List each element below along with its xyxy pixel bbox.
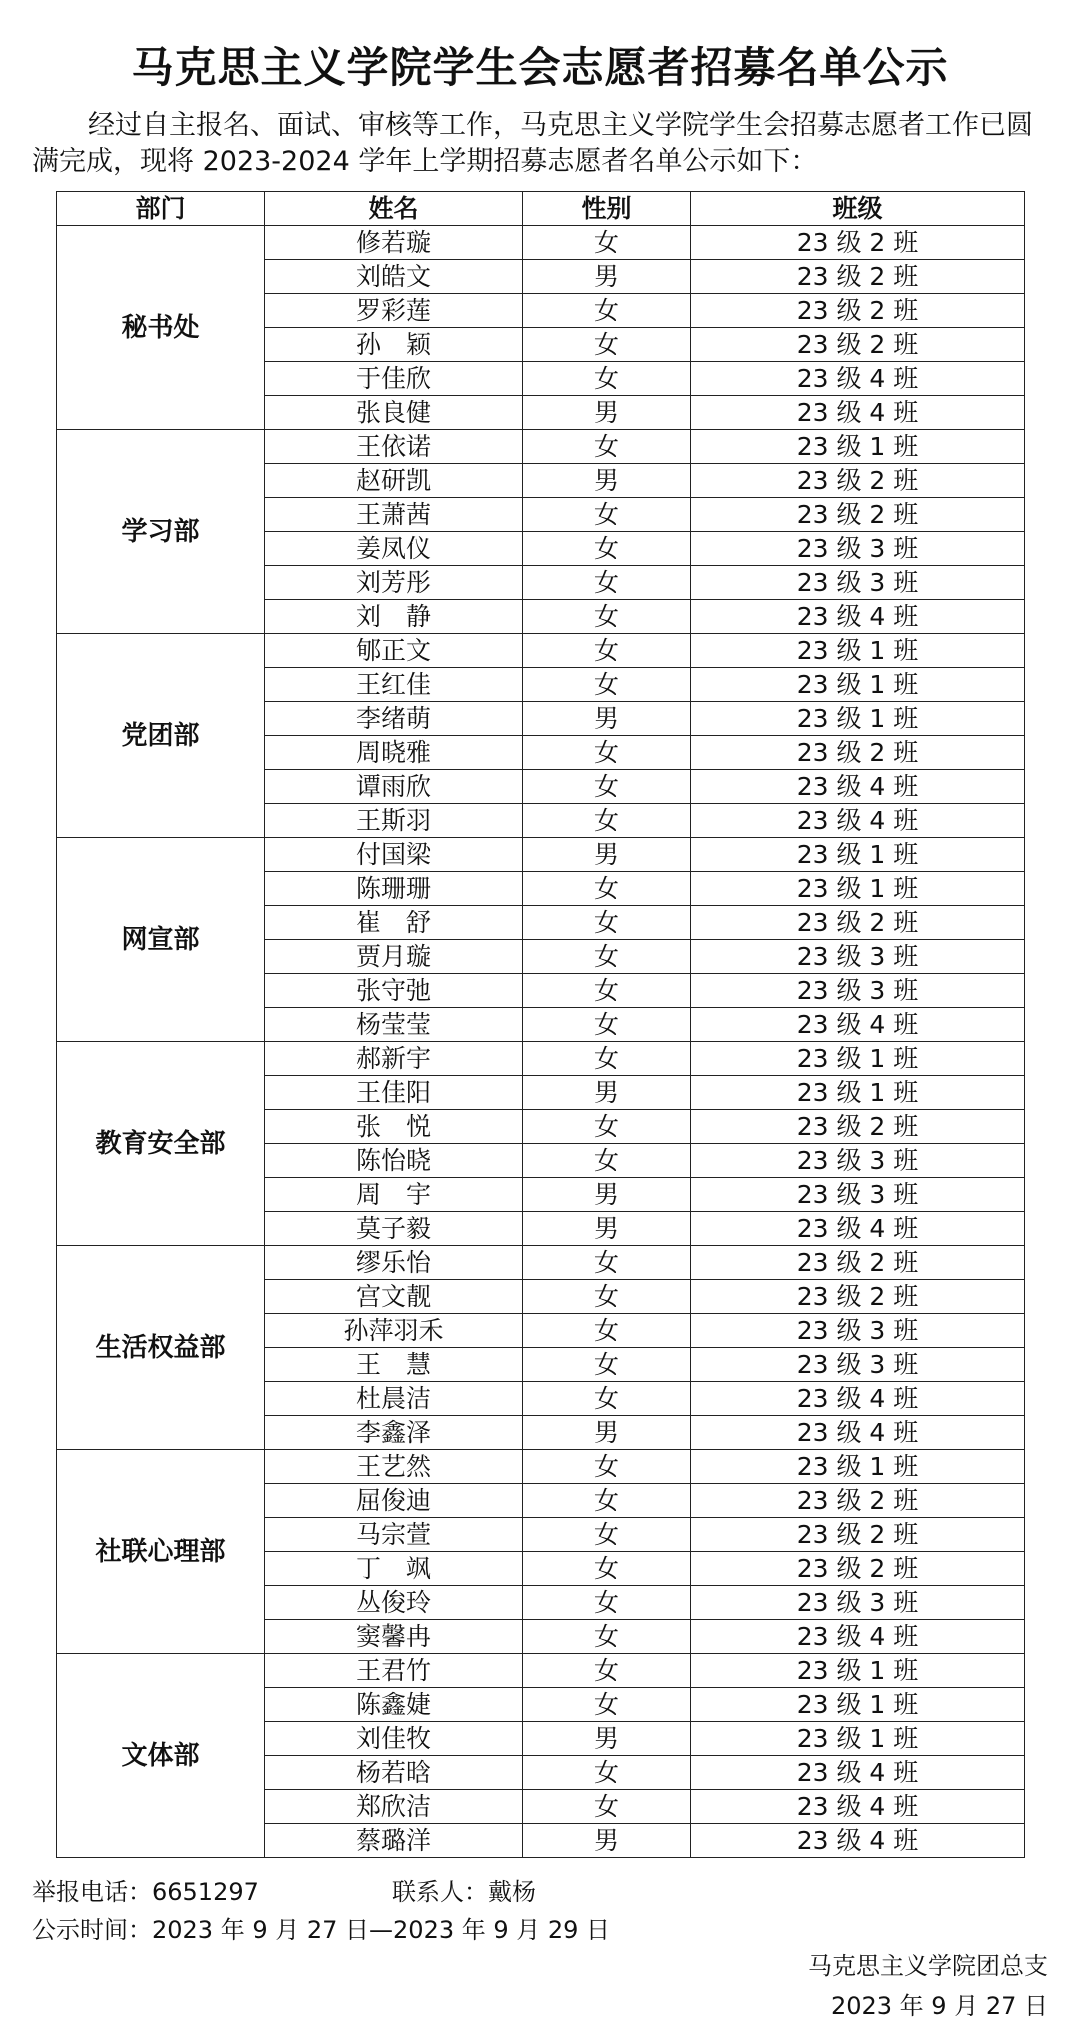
department-cell: 党团部	[57, 634, 265, 838]
roster-body	[57, 226, 1025, 1858]
gender-cell: 女	[523, 498, 691, 532]
gender-cell: 女	[523, 1042, 691, 1076]
class-cell: 23 级 1 班	[691, 1076, 1025, 1110]
table-row	[57, 1654, 1025, 1688]
class-cell: 23 级 4 班	[691, 600, 1025, 634]
class-cell: 23 级 2 班	[691, 294, 1025, 328]
class-cell: 23 级 1 班	[691, 668, 1025, 702]
gender-cell: 女	[523, 634, 691, 668]
name-cell: 丁 飒	[265, 1552, 523, 1586]
name-cell: 王 慧	[265, 1348, 523, 1382]
class-cell: 23 级 2 班	[691, 736, 1025, 770]
name-cell: 孙 颖	[265, 328, 523, 362]
gender-cell: 女	[523, 600, 691, 634]
gender-cell: 女	[523, 1688, 691, 1722]
class-cell: 23 级 4 班	[691, 1416, 1025, 1450]
class-cell: 23 级 3 班	[691, 532, 1025, 566]
name-cell: 刘 静	[265, 600, 523, 634]
name-cell: 杜晨洁	[265, 1382, 523, 1416]
class-cell: 23 级 4 班	[691, 1824, 1025, 1858]
class-cell: 23 级 2 班	[691, 328, 1025, 362]
name-cell: 崔 舒	[265, 906, 523, 940]
name-cell: 王萧茜	[265, 498, 523, 532]
name-cell: 于佳欣	[265, 362, 523, 396]
issue-date: 2023 年 9 月 27 日	[830, 1992, 1048, 2020]
publicity-period: 公示时间：2023 年 9 月 27 日—2023 年 9 月 29 日	[32, 1916, 611, 1944]
class-cell: 23 级 2 班	[691, 1518, 1025, 1552]
table-header-row	[57, 192, 1025, 226]
header-department: 部门	[57, 192, 265, 226]
class-cell: 23 级 1 班	[691, 1722, 1025, 1756]
class-cell: 23 级 2 班	[691, 1246, 1025, 1280]
gender-cell: 女	[523, 1450, 691, 1484]
name-cell: 屈俊迪	[265, 1484, 523, 1518]
report-phone: 举报电话：6651297	[32, 1878, 259, 1906]
gender-cell: 女	[523, 328, 691, 362]
gender-cell: 女	[523, 1484, 691, 1518]
class-cell: 23 级 3 班	[691, 974, 1025, 1008]
name-cell: 刘皓文	[265, 260, 523, 294]
gender-cell: 女	[523, 1382, 691, 1416]
gender-cell: 女	[523, 736, 691, 770]
name-cell: 周晓雅	[265, 736, 523, 770]
gender-cell: 男	[523, 1416, 691, 1450]
gender-cell: 女	[523, 804, 691, 838]
gender-cell: 男	[523, 1824, 691, 1858]
gender-cell: 男	[523, 396, 691, 430]
class-cell: 23 级 4 班	[691, 804, 1025, 838]
class-cell: 23 级 3 班	[691, 1314, 1025, 1348]
department-cell: 社联心理部	[57, 1450, 265, 1654]
class-cell: 23 级 2 班	[691, 260, 1025, 294]
gender-cell: 女	[523, 668, 691, 702]
department-cell: 秘书处	[57, 226, 265, 430]
class-cell: 23 级 4 班	[691, 396, 1025, 430]
name-cell: 罗彩莲	[265, 294, 523, 328]
name-cell: 陈怡晓	[265, 1144, 523, 1178]
name-cell: 张 悦	[265, 1110, 523, 1144]
gender-cell: 女	[523, 770, 691, 804]
class-cell: 23 级 1 班	[691, 1042, 1025, 1076]
gender-cell: 女	[523, 974, 691, 1008]
gender-cell: 女	[523, 1008, 691, 1042]
name-cell: 李绪萌	[265, 702, 523, 736]
class-cell: 23 级 2 班	[691, 226, 1025, 260]
name-cell: 王红佳	[265, 668, 523, 702]
intro-paragraph: 经过自主报名、面试、审核等工作，马克思主义学院学生会招募志愿者工作已圆满完成，现将 2023-2024 学年上学期招募志愿者名单公示如下：	[32, 110, 1033, 177]
name-cell: 缪乐怡	[265, 1246, 523, 1280]
gender-cell: 男	[523, 838, 691, 872]
class-cell: 23 级 3 班	[691, 1178, 1025, 1212]
name-cell: 刘芳彤	[265, 566, 523, 600]
class-cell: 23 级 1 班	[691, 1654, 1025, 1688]
name-cell: 郝新宇	[265, 1042, 523, 1076]
table-row	[57, 226, 1025, 260]
class-cell: 23 级 2 班	[691, 1110, 1025, 1144]
name-cell: 杨若晗	[265, 1756, 523, 1790]
name-cell: 杨莹莹	[265, 1008, 523, 1042]
class-cell: 23 级 1 班	[691, 872, 1025, 906]
volunteer-roster-table	[56, 191, 1025, 1858]
class-cell: 23 级 4 班	[691, 1756, 1025, 1790]
name-cell: 郑欣洁	[265, 1790, 523, 1824]
header-gender: 性别	[523, 192, 691, 226]
name-cell: 孙萍羽禾	[265, 1314, 523, 1348]
department-cell: 生活权益部	[57, 1246, 265, 1450]
header-class: 班级	[691, 192, 1025, 226]
class-cell: 23 级 1 班	[691, 1450, 1025, 1484]
class-cell: 23 级 2 班	[691, 498, 1025, 532]
table-row	[57, 1042, 1025, 1076]
name-cell: 李鑫泽	[265, 1416, 523, 1450]
name-cell: 张良健	[265, 396, 523, 430]
class-cell: 23 级 4 班	[691, 1620, 1025, 1654]
table-row	[57, 838, 1025, 872]
name-cell: 王君竹	[265, 1654, 523, 1688]
gender-cell: 女	[523, 906, 691, 940]
gender-cell: 女	[523, 1654, 691, 1688]
name-cell: 王艺然	[265, 1450, 523, 1484]
gender-cell: 女	[523, 362, 691, 396]
table-row	[57, 430, 1025, 464]
name-cell: 蔡璐洋	[265, 1824, 523, 1858]
name-cell: 窦馨冉	[265, 1620, 523, 1654]
gender-cell: 女	[523, 1586, 691, 1620]
class-cell: 23 级 3 班	[691, 1586, 1025, 1620]
name-cell: 周 宇	[265, 1178, 523, 1212]
page-title: 马克思主义学院学生会志愿者招募名单公示	[131, 43, 949, 92]
name-cell: 丛俊玲	[265, 1586, 523, 1620]
gender-cell: 女	[523, 1246, 691, 1280]
class-cell: 23 级 1 班	[691, 430, 1025, 464]
class-cell: 23 级 4 班	[691, 1790, 1025, 1824]
gender-cell: 女	[523, 566, 691, 600]
gender-cell: 女	[523, 1518, 691, 1552]
gender-cell: 女	[523, 1144, 691, 1178]
class-cell: 23 级 4 班	[691, 362, 1025, 396]
gender-cell: 女	[523, 940, 691, 974]
name-cell: 刘佳牧	[265, 1722, 523, 1756]
department-cell: 教育安全部	[57, 1042, 265, 1246]
gender-cell: 女	[523, 1280, 691, 1314]
class-cell: 23 级 1 班	[691, 838, 1025, 872]
gender-cell: 男	[523, 1178, 691, 1212]
gender-cell: 女	[523, 1348, 691, 1382]
gender-cell: 女	[523, 1314, 691, 1348]
class-cell: 23 级 1 班	[691, 1688, 1025, 1722]
contact-person: 联系人：戴杨	[392, 1878, 536, 1906]
issuing-organization: 马克思主义学院团总支	[808, 1952, 1048, 1980]
name-cell: 谭雨欣	[265, 770, 523, 804]
department-cell: 网宣部	[57, 838, 265, 1042]
table-row	[57, 1246, 1025, 1280]
gender-cell: 女	[523, 1756, 691, 1790]
class-cell: 23 级 1 班	[691, 634, 1025, 668]
department-cell: 学习部	[57, 430, 265, 634]
name-cell: 郇正文	[265, 634, 523, 668]
gender-cell: 女	[523, 430, 691, 464]
gender-cell: 女	[523, 226, 691, 260]
class-cell: 23 级 4 班	[691, 1212, 1025, 1246]
name-cell: 姜凤仪	[265, 532, 523, 566]
gender-cell: 女	[523, 1552, 691, 1586]
class-cell: 23 级 3 班	[691, 1144, 1025, 1178]
gender-cell: 女	[523, 532, 691, 566]
name-cell: 陈鑫婕	[265, 1688, 523, 1722]
class-cell: 23 级 4 班	[691, 1008, 1025, 1042]
name-cell: 陈珊珊	[265, 872, 523, 906]
class-cell: 23 级 4 班	[691, 770, 1025, 804]
header-name: 姓名	[265, 192, 523, 226]
gender-cell: 男	[523, 702, 691, 736]
gender-cell: 男	[523, 464, 691, 498]
class-cell: 23 级 2 班	[691, 1552, 1025, 1586]
gender-cell: 女	[523, 1620, 691, 1654]
table-row	[57, 634, 1025, 668]
class-cell: 23 级 3 班	[691, 1348, 1025, 1382]
name-cell: 贾月璇	[265, 940, 523, 974]
gender-cell: 女	[523, 872, 691, 906]
name-cell: 王斯羽	[265, 804, 523, 838]
class-cell: 23 级 4 班	[691, 1382, 1025, 1416]
gender-cell: 男	[523, 260, 691, 294]
gender-cell: 女	[523, 294, 691, 328]
name-cell: 赵研凯	[265, 464, 523, 498]
class-cell: 23 级 3 班	[691, 940, 1025, 974]
name-cell: 张守弛	[265, 974, 523, 1008]
name-cell: 宫文靓	[265, 1280, 523, 1314]
class-cell: 23 级 2 班	[691, 1280, 1025, 1314]
gender-cell: 女	[523, 1790, 691, 1824]
class-cell: 23 级 3 班	[691, 566, 1025, 600]
table-row	[57, 1450, 1025, 1484]
gender-cell: 男	[523, 1722, 691, 1756]
class-cell: 23 级 1 班	[691, 702, 1025, 736]
class-cell: 23 级 2 班	[691, 906, 1025, 940]
name-cell: 修若璇	[265, 226, 523, 260]
name-cell: 王依诺	[265, 430, 523, 464]
name-cell: 马宗萱	[265, 1518, 523, 1552]
department-cell: 文体部	[57, 1654, 265, 1858]
name-cell: 王佳阳	[265, 1076, 523, 1110]
class-cell: 23 级 2 班	[691, 1484, 1025, 1518]
gender-cell: 女	[523, 1110, 691, 1144]
name-cell: 付国梁	[265, 838, 523, 872]
name-cell: 莫子毅	[265, 1212, 523, 1246]
class-cell: 23 级 2 班	[691, 464, 1025, 498]
gender-cell: 男	[523, 1212, 691, 1246]
gender-cell: 男	[523, 1076, 691, 1110]
